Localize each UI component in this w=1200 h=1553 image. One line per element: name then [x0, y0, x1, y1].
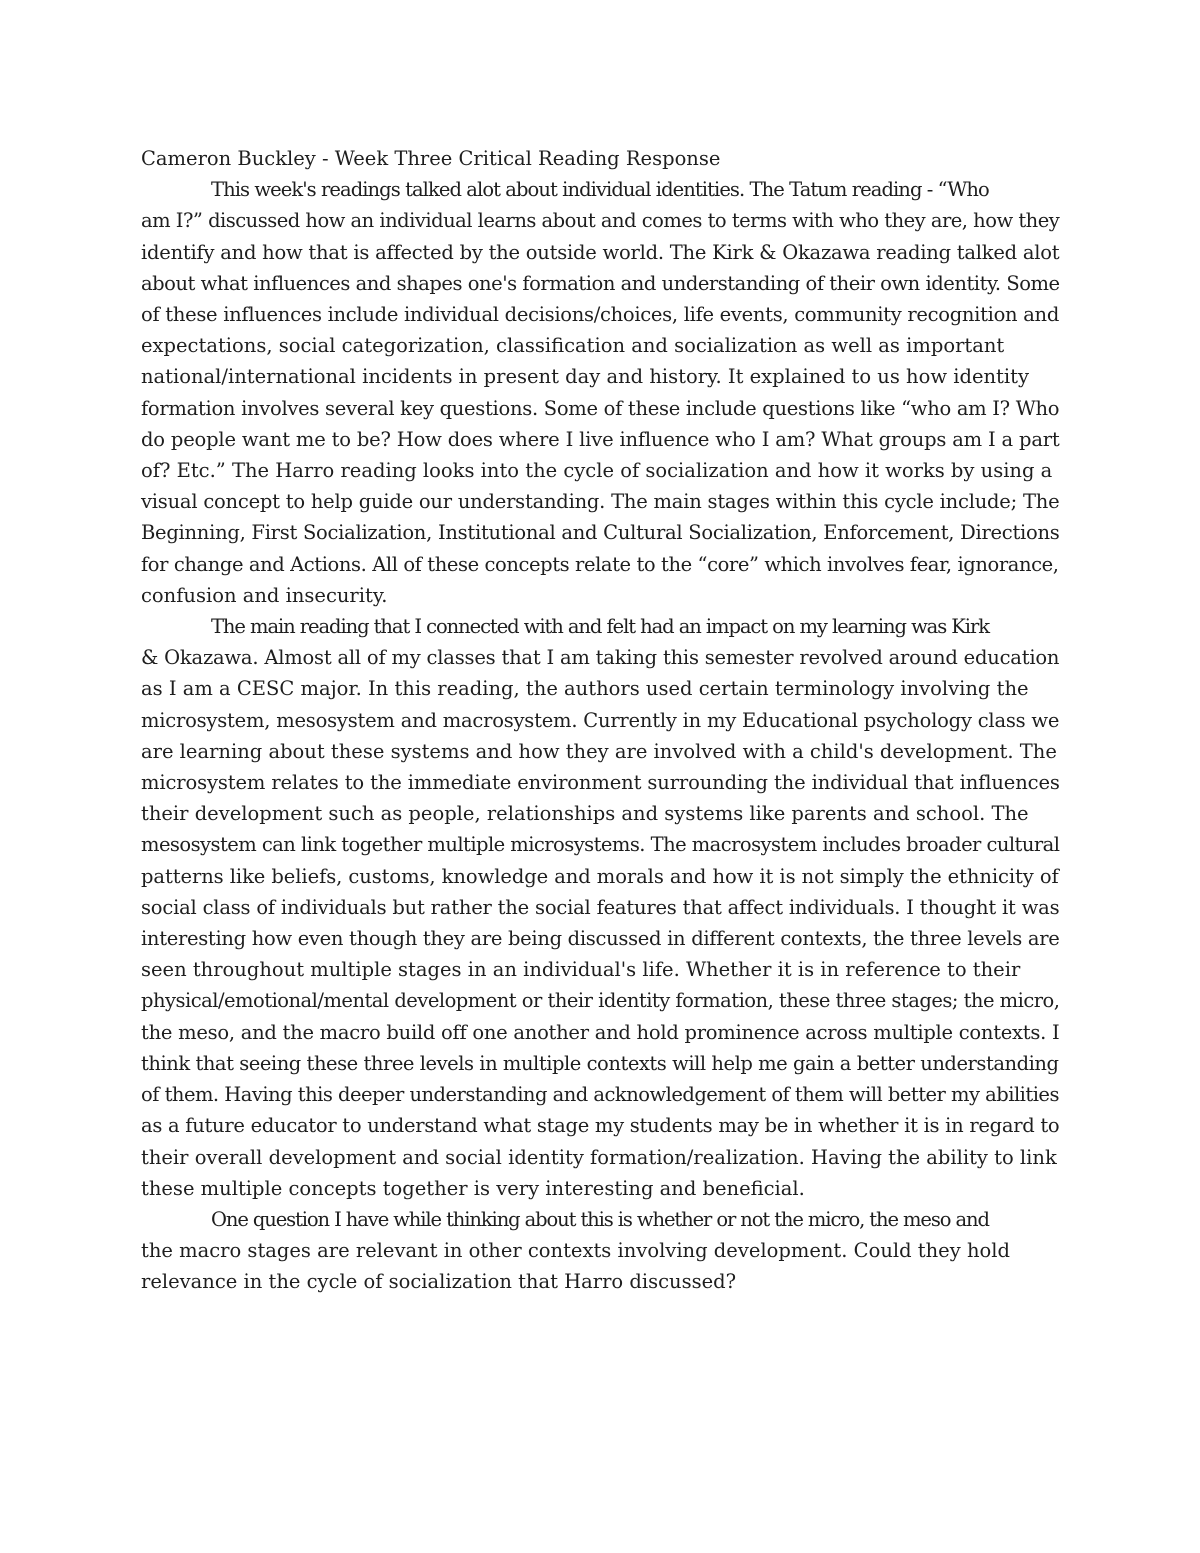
paragraph-line: One question I have while thinking about this is whether or not the micro, the meso and: [211, 1207, 989, 1231]
paragraph-line: microsystem, mesosystem and macrosystem. Currently in my Educational psychology class we: [141, 708, 1060, 732]
paragraph-line: This week's readings talked alot about individual identities. The Tatum reading - “Who: [211, 178, 989, 202]
paragraph-line: mesosystem can link together multiple microsystems. The macrosystem includes broader cultural: [141, 833, 1060, 857]
paragraph-line: as a future educator to understand what stage my students may be in whether it is in regard to: [141, 1114, 1060, 1138]
paragraph-line: & Okazawa. Almost all of my classes that I am taking this semester revolved around education: [141, 646, 1060, 670]
paragraph-line: am I?” discussed how an individual learns about and comes to terms with who they are, how they: [141, 209, 1060, 233]
paragraph-line: these multiple concepts together is very interesting and beneficial.: [141, 1176, 805, 1200]
paragraph-line: Beginning, First Socialization, Institutional and Cultural Socialization, Enforcement, Directions: [141, 521, 1060, 545]
paragraph-line: of these influences include individual decisions/choices, life events, community recognition and: [141, 303, 1060, 327]
paragraph-line: confusion and insecurity.: [141, 583, 388, 607]
paragraph-line: visual concept to help guide our understanding. The main stages within this cycle include; The: [141, 490, 1060, 514]
paragraph: [141, 611, 1059, 1204]
paragraph-line: of them. Having this deeper understanding and acknowledgement of them will better my abilities: [141, 1083, 1059, 1107]
paragraph-line: social class of individuals but rather the social features that affect individuals. I thought it was: [141, 895, 1060, 919]
document-title: Cameron Buckley - Week Three Critical Reading Response: [141, 147, 721, 170]
paragraph-line: seen throughout multiple stages in an individual's life. Whether it is in reference to their: [141, 958, 1021, 982]
paragraph-line: formation involves several key questions. Some of these include questions like “who am I? Who: [141, 396, 1060, 420]
paragraph-line: think that seeing these three levels in multiple contexts will help me gain a better understanding: [141, 1051, 1059, 1075]
paragraph-list: [141, 174, 1059, 1297]
paragraph-line: their overall development and social identity formation/realization. Having the ability to link: [141, 1145, 1057, 1169]
paragraph-line: patterns like beliefs, customs, knowledge and morals and how it is not simply the ethnicity of: [141, 864, 1059, 888]
paragraph-line: identify and how that is affected by the outside world. The Kirk & Okazawa reading talked alot: [141, 240, 1060, 264]
paragraph: [141, 174, 1059, 611]
paragraph-line: interesting how even though they are being discussed in different contexts, the three levels are: [141, 927, 1060, 951]
paragraph-line: their development such as people, relationships and systems like parents and school. The: [141, 802, 1029, 826]
paragraph-line: physical/emotional/mental development or their identity formation, these three stages; the micro,: [141, 989, 1060, 1013]
paragraph-line: are learning about these systems and how they are involved with a child's development. The: [141, 739, 1057, 763]
paragraph-line: microsystem relates to the immediate environment surrounding the individual that influences: [141, 771, 1060, 795]
paragraph-line: as I am a CESC major. In this reading, the authors used certain terminology involving the: [141, 677, 1029, 701]
paragraph-line: national/international incidents in present day and history. It explained to us how identity: [141, 365, 1029, 389]
paragraph-line: expectations, social categorization, classification and socialization as well as important: [141, 334, 1005, 358]
paragraph-line: the meso, and the macro build off one another and hold prominence across multiple contexts. I: [141, 1020, 1060, 1044]
paragraph-line: do people want me to be? How does where I live influence who I am? What groups am I a part: [141, 427, 1060, 451]
paragraph-line: relevance in the cycle of socialization that Harro discussed?: [141, 1270, 737, 1294]
paragraph-line: about what influences and shapes one's formation and understanding of their own identity. Some: [141, 271, 1060, 295]
paragraph-line: the macro stages are relevant in other contexts involving development. Could they hold: [141, 1239, 1010, 1263]
paragraph-line: The main reading that I connected with and felt had an impact on my learning was Kirk: [211, 615, 989, 639]
paragraph: [141, 1204, 1059, 1298]
paragraph-line: for change and Actions. All of these concepts relate to the “core” which involves fear, ignorance,: [141, 552, 1059, 576]
document-body: [141, 143, 1059, 1298]
paragraph-line: of? Etc.” The Harro reading looks into the cycle of socialization and how it works by using a: [141, 459, 1053, 483]
